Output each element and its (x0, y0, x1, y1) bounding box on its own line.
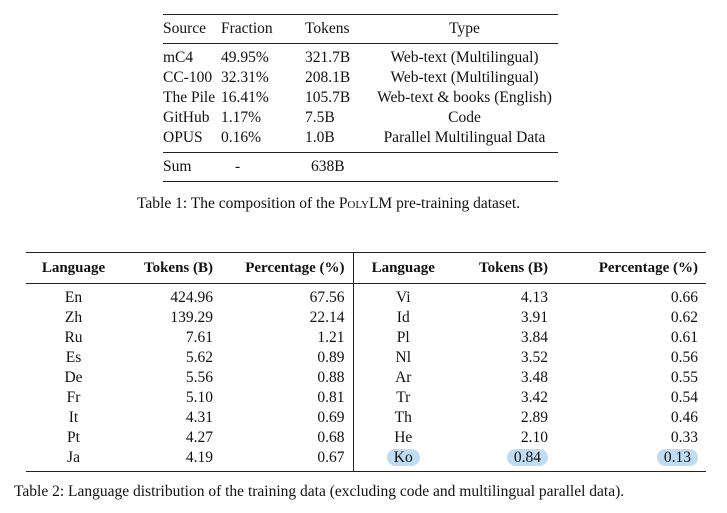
percentage-cell: 0.61 (670, 329, 698, 346)
tokens-cell-highlighted (453, 448, 548, 472)
language-cell: It (68, 409, 79, 426)
percentage-cell: 1.21 (317, 329, 345, 346)
type-cell: Web-text & books (English) (377, 89, 552, 106)
header-language-left: Language (41, 260, 106, 276)
caption-prefix: Table 1: The composition of the (137, 195, 339, 212)
tokens-cell: 4.27 (185, 429, 213, 446)
percentage-cell-highlighted (548, 448, 706, 472)
source-cell: GitHub (163, 109, 210, 126)
header-tokens-right: Tokens (B) (478, 260, 548, 276)
tokens-cell: 3.42 (520, 389, 548, 406)
language-cell: Ru (64, 329, 83, 346)
language-cell: Vi (353, 284, 453, 309)
type-cell: Code (448, 109, 481, 126)
composition-header-row (163, 15, 558, 44)
highlight-mark: 0.13 (657, 449, 698, 466)
tokens-cell: 208.1B (305, 69, 351, 86)
language-distribution-table (26, 252, 706, 472)
source-cell: OPUS (163, 129, 203, 146)
fraction-cell: 32.31% (221, 69, 269, 86)
percentage-cell: 0.68 (317, 429, 345, 446)
table-row (26, 428, 706, 448)
table-row (26, 348, 706, 368)
table-row (26, 448, 706, 472)
header-tokens: Tokens (305, 20, 350, 37)
percentage-cell: 0.55 (670, 369, 698, 386)
table2-caption: Table 2: Language distribution of the training data (excluding code and multilingual parallel data). (14, 483, 625, 500)
tokens-cell: 3.52 (520, 349, 548, 366)
tokens-cell: 3.48 (520, 369, 548, 386)
highlight-mark: Ko (387, 449, 420, 466)
percentage-cell: 0.56 (670, 349, 698, 366)
tokens-cell: 424.96 (170, 289, 213, 306)
caption-suffix: pre-training dataset. (392, 195, 521, 212)
tokens-cell: 2.10 (520, 429, 548, 446)
table-row (163, 108, 558, 128)
type-cell: Web-text (Multilingual) (390, 49, 539, 66)
table-row (26, 328, 706, 348)
header-percentage-right: Percentage (%) (598, 260, 698, 276)
percentage-cell: 0.46 (670, 409, 698, 426)
language-cell: Ar (353, 368, 453, 388)
percentage-cell: 0.62 (670, 309, 698, 326)
tokens-cell: 2.89 (520, 409, 548, 426)
percentage-cell: 0.89 (317, 349, 345, 366)
language-cell: Pl (353, 328, 453, 348)
sum-row (163, 153, 558, 182)
highlight-mark: 0.84 (507, 449, 548, 466)
table-row (26, 388, 706, 408)
table-row (163, 44, 558, 69)
tokens-cell: 4.13 (520, 289, 548, 306)
table-row (26, 308, 706, 328)
tokens-cell: 321.7B (305, 49, 351, 66)
percentage-cell: 0.66 (670, 289, 698, 306)
percentage-cell: 0.81 (317, 389, 345, 406)
language-header-row (26, 253, 706, 284)
percentage-cell: 0.88 (317, 369, 345, 386)
tokens-cell: 3.84 (520, 329, 548, 346)
header-type: Type (449, 20, 480, 37)
source-cell: mC4 (163, 49, 194, 66)
table-row (163, 68, 558, 88)
percentage-cell: 22.14 (309, 309, 345, 326)
tokens-cell: 3.91 (520, 309, 548, 326)
composition-table (163, 14, 558, 182)
table-row (26, 408, 706, 428)
language-cell: Ja (67, 449, 80, 466)
language-cell: He (353, 428, 453, 448)
language-cell: Id (353, 308, 453, 328)
type-cell: Parallel Multilingual Data (383, 129, 546, 146)
header-language-right: Language (353, 253, 453, 284)
percentage-cell: 0.54 (670, 389, 698, 406)
language-cell-highlighted (353, 448, 453, 472)
tokens-cell: 5.62 (185, 349, 213, 366)
percentage-cell: 0.33 (670, 429, 698, 446)
sum-tokens: 638B (311, 158, 345, 175)
table-row (163, 128, 558, 153)
table-row (163, 88, 558, 108)
source-cell: The Pile (163, 89, 216, 106)
language-cell: Zh (64, 309, 83, 326)
language-cell: Nl (353, 348, 453, 368)
language-cell: Es (65, 349, 82, 366)
language-cell: Th (353, 408, 453, 428)
tokens-cell: 4.31 (185, 409, 213, 426)
tokens-cell: 5.10 (185, 389, 213, 406)
language-cell: Pt (67, 429, 80, 446)
table-row (26, 284, 706, 309)
tokens-cell: 1.0B (305, 129, 335, 146)
tokens-cell: 4.19 (185, 449, 213, 466)
tokens-cell: 7.61 (185, 329, 213, 346)
percentage-cell: 0.67 (317, 449, 345, 466)
language-cell: Fr (66, 389, 81, 406)
sum-label: Sum (163, 158, 192, 175)
fraction-cell: 49.95% (221, 49, 269, 66)
tokens-cell: 139.29 (170, 309, 213, 326)
percentage-cell: 0.69 (317, 409, 345, 426)
caption-model-name: PolyLM (338, 195, 393, 212)
fraction-cell: 16.41% (221, 89, 269, 106)
header-percentage-left: Percentage (%) (245, 260, 345, 276)
sum-type (371, 153, 558, 182)
fraction-cell: 1.17% (221, 109, 262, 126)
header-fraction: Fraction (221, 20, 273, 37)
table-row (26, 368, 706, 388)
source-cell: CC-100 (163, 69, 213, 86)
tokens-cell: 7.5B (305, 109, 335, 126)
sum-fraction: - (235, 158, 241, 175)
language-cell: Tr (353, 388, 453, 408)
table1-caption (137, 195, 520, 213)
type-cell: Web-text (Multilingual) (390, 69, 539, 86)
tokens-cell: 5.56 (185, 369, 213, 386)
tokens-cell: 105.7B (305, 89, 351, 106)
header-source: Source (163, 20, 207, 37)
language-cell: En (64, 289, 83, 306)
header-tokens-left: Tokens (B) (143, 260, 213, 276)
fraction-cell: 0.16% (221, 129, 262, 146)
language-cell: De (64, 369, 83, 386)
percentage-cell: 67.56 (309, 289, 345, 306)
